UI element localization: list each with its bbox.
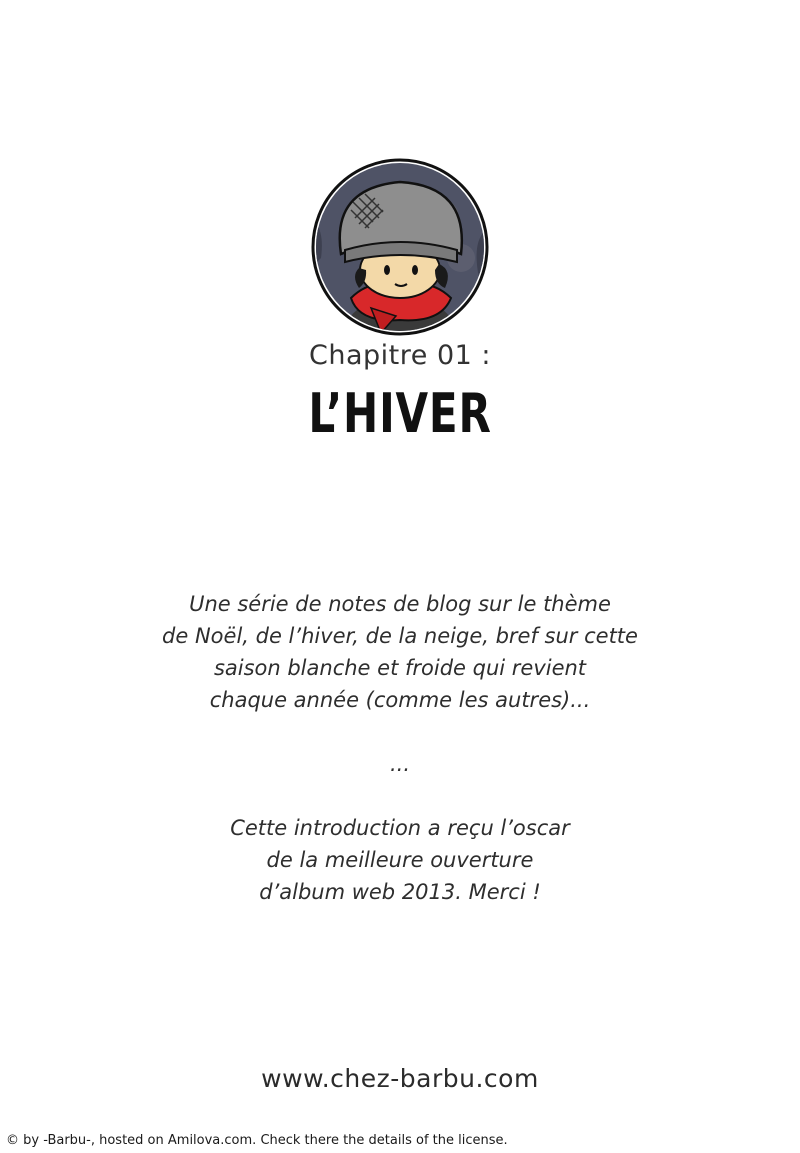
award-line: de la meilleure ouverture (266, 848, 534, 872)
intro-line: Une série de notes de blog sur le thème (189, 592, 611, 616)
award-paragraph (100, 812, 700, 908)
award-line: d’album web 2013. Merci ! (259, 880, 541, 904)
intro-paragraph (100, 588, 700, 716)
chapter-title: L’HIVER (308, 382, 492, 445)
intro-line: de Noël, de l’hiver, de la neige, bref sur cette (162, 624, 638, 648)
intro-line: saison blanche et froide qui revient (213, 656, 587, 680)
license-notice: © by -Barbu-, hosted on Amilova.com. Check there the details of the license. (6, 1133, 508, 1148)
chapter-label: Chapitre 01 : (309, 340, 491, 371)
intro-line: chaque année (comme les autres)... (209, 688, 591, 712)
award-line: Cette introduction a reçu l’oscar (230, 816, 570, 840)
character-avatar (311, 158, 489, 336)
separator-ellipsis: ... (389, 752, 411, 776)
website-link[interactable]: www.chez-barbu.com (261, 1064, 539, 1093)
character-portrait-illustration (311, 158, 489, 336)
